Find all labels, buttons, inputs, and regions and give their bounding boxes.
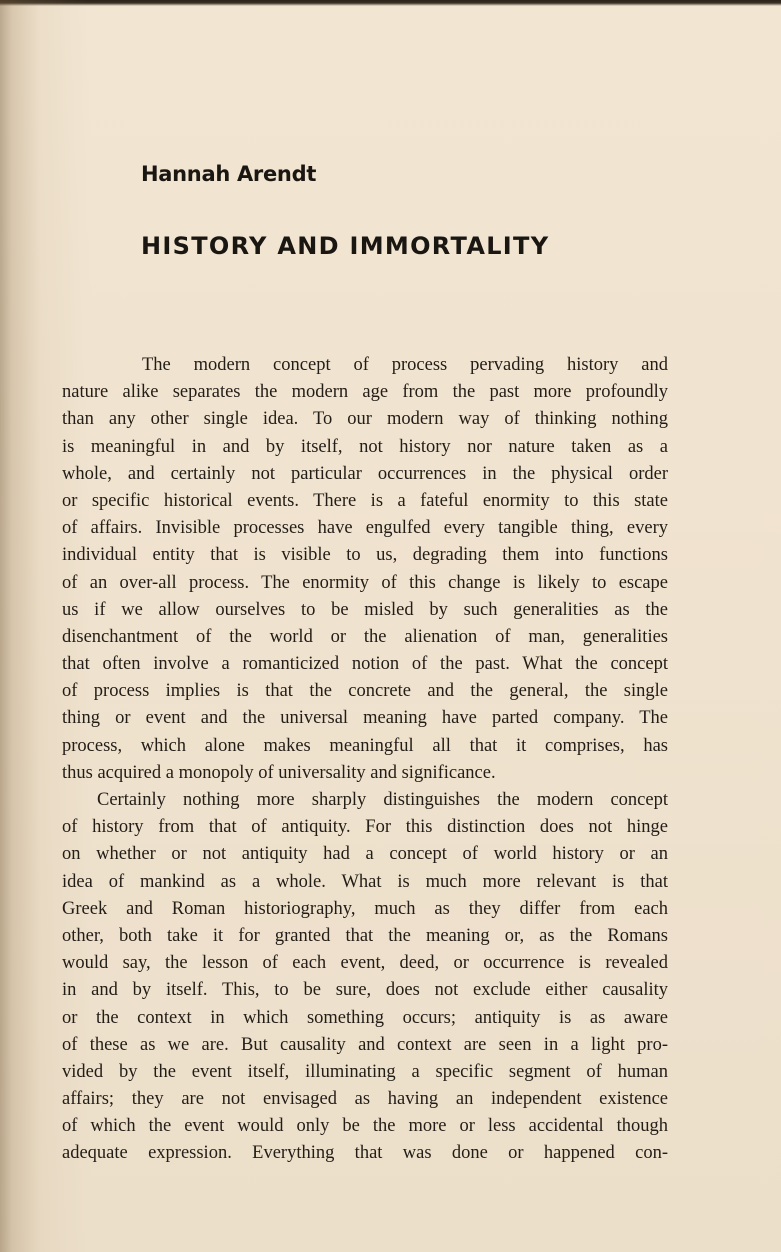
text-line: of which the event would only be the more or less accidental though [62, 1116, 668, 1137]
text-line: nature alike separates the modern age from the past more profoundly [62, 382, 668, 403]
text-line: whole, and certainly not particular occurrences in the physical order [62, 463, 668, 484]
text-line: idea of mankind as a whole. What is much more relevant is that [62, 871, 668, 892]
text-line: or the context in which something occurs; antiquity is as aware [62, 1007, 668, 1028]
text-line: would say, the lesson of each event, deed, or occurrence is revealed [62, 953, 668, 974]
text-line: on whether or not antiquity had a concept of world history or an [62, 844, 668, 865]
text-line: other, both take it for granted that the meaning or, as the Romans [62, 925, 668, 946]
text-line: Certainly nothing more sharply distinguishes the modern concept [97, 790, 668, 810]
text-line: of affairs. Invisible processes have engulfed every tangible thing, every [62, 518, 668, 539]
author-name: Hannah Arendt [141, 162, 317, 186]
article-body [62, 352, 668, 1168]
text-line: of an over-all process. The enormity of this change is likely to escape [62, 572, 668, 593]
text-line: The modern concept of process pervading history and [142, 355, 668, 375]
text-line: individual entity that is visible to us, degrading them into functions [62, 545, 668, 566]
paragraph [62, 787, 668, 1168]
text-line: thus acquired a monopoly of universality and significance. [62, 762, 496, 783]
text-line: in and by itself. This, to be sure, does not exclude either causality [62, 980, 668, 1001]
text-line: disenchantment of the world or the alienation of man, generalities [62, 626, 668, 647]
text-line: is meaningful in and by itself, not history nor nature taken as a [62, 436, 668, 457]
text-line: that often involve a romanticized notion of the past. What the concept [62, 654, 668, 675]
text-line: us if we allow ourselves to be misled by such generalities as the [62, 599, 668, 620]
text-line: of history from that of antiquity. For this distinction does not hinge [62, 817, 668, 838]
paragraph [62, 352, 668, 787]
text-line: process, which alone makes meaningful all that it comprises, has [62, 735, 668, 756]
article-title: HISTORY AND IMMORTALITY [141, 232, 550, 260]
text-line: of these as we are. But causality and context are seen in a light pro- [62, 1034, 668, 1055]
text-line: adequate expression. Everything that was done or happened con- [62, 1143, 668, 1164]
text-line: affairs; they are not envisaged as having an independent existence [62, 1089, 668, 1110]
text-line: thing or event and the universal meaning have parted company. The [62, 708, 668, 729]
text-line: than any other single idea. To our modern way of thinking nothing [62, 409, 668, 430]
text-line: Greek and Roman historiography, much as they differ from each [62, 898, 668, 919]
text-line: or specific historical events. There is a fateful enormity to this state [62, 490, 668, 511]
text-line: vided by the event itself, illuminating a specific segment of human [62, 1061, 668, 1082]
text-line: of process implies is that the concrete and the general, the single [62, 681, 668, 702]
